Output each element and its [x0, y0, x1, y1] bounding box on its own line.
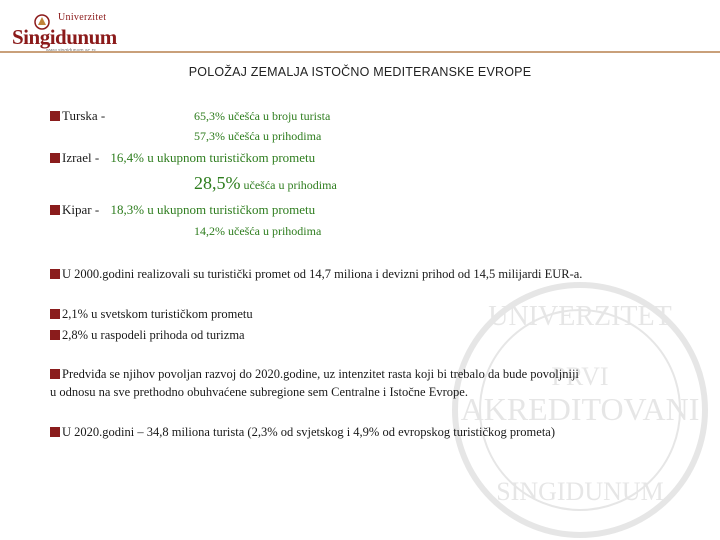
country-name: Kipar - [62, 202, 100, 217]
seal-bottom-text: SINGIDUNUM [496, 477, 664, 506]
percent-label: učešća u prihodima [240, 178, 337, 192]
country-detail-line: 65,3% učešća u broju turista [194, 109, 331, 123]
paragraph-text: 2,1% u svetskom turističkom prometu [62, 307, 253, 321]
paragraph-text: Predviđa se njihov povoljan razvoj do 2020.godine, uz intenzitet rasta koji bi trebalo da bude povoljniji [62, 367, 579, 381]
bullet-icon [50, 205, 60, 215]
country-inline-text: 18,3% u ukupnom turističkom prometu [110, 202, 316, 217]
university-seal-watermark [430, 280, 720, 540]
page-title: POLOŽAJ ZEMALJA ISTOČNO MEDITERANSKE EVROPE [188, 65, 532, 79]
country-inline-text: 16,4% u ukupnom turističkom prometu [110, 150, 316, 165]
country-row-kipar [50, 202, 315, 218]
paragraph-world-share [50, 307, 253, 322]
paragraph-text: U 2020.godini – 34,8 miliona turista (2,3% od svjetskog i 4,9% od evropskog turističkog prometa) [62, 425, 555, 439]
country-row-turska [50, 108, 105, 124]
paragraph-forecast [50, 367, 579, 382]
country-row-izrael [50, 150, 315, 166]
header-rule [0, 51, 720, 53]
bullet-icon [50, 427, 60, 437]
logo-top-text: Univerzitet [58, 12, 107, 23]
paragraph-2020 [50, 425, 555, 440]
country-detail-line: 14,2% učešća u prihodima [194, 224, 322, 238]
university-logo [8, 12, 120, 52]
bullet-icon [50, 330, 60, 340]
country-name: Turska - [62, 108, 106, 123]
paragraph-income-share [50, 328, 245, 343]
logo-name: Singidunum [12, 25, 117, 49]
seal-top-text: UNIVERZITET [488, 301, 672, 332]
bullet-icon [50, 111, 60, 121]
country-detail-line: 57,3% učešća u prihodima [194, 129, 322, 143]
country-detail-line [194, 173, 337, 194]
bullet-icon [50, 153, 60, 163]
big-percent: 28,5% [194, 173, 241, 193]
paragraph-forecast-cont: u odnosu na sve prethodno obuhvaćene subregione sem Centralne i Istočne Evrope. [50, 385, 468, 399]
country-name: Izrael - [62, 150, 100, 165]
seal-mid1-text: PRVI [551, 362, 609, 391]
bullet-icon [50, 269, 60, 279]
paragraph-text: U 2000.godini realizovali su turistički promet od 14,7 miliona i devizni prihod od 14,5 milijardi EUR-a. [62, 267, 583, 281]
bullet-icon [50, 309, 60, 319]
paragraph-text: 2,8% u raspodeli prihoda od turizma [62, 328, 245, 342]
paragraph-2000 [50, 267, 582, 282]
seal-mid2-text: AKREDITOVANI [460, 391, 700, 427]
bullet-icon [50, 369, 60, 379]
